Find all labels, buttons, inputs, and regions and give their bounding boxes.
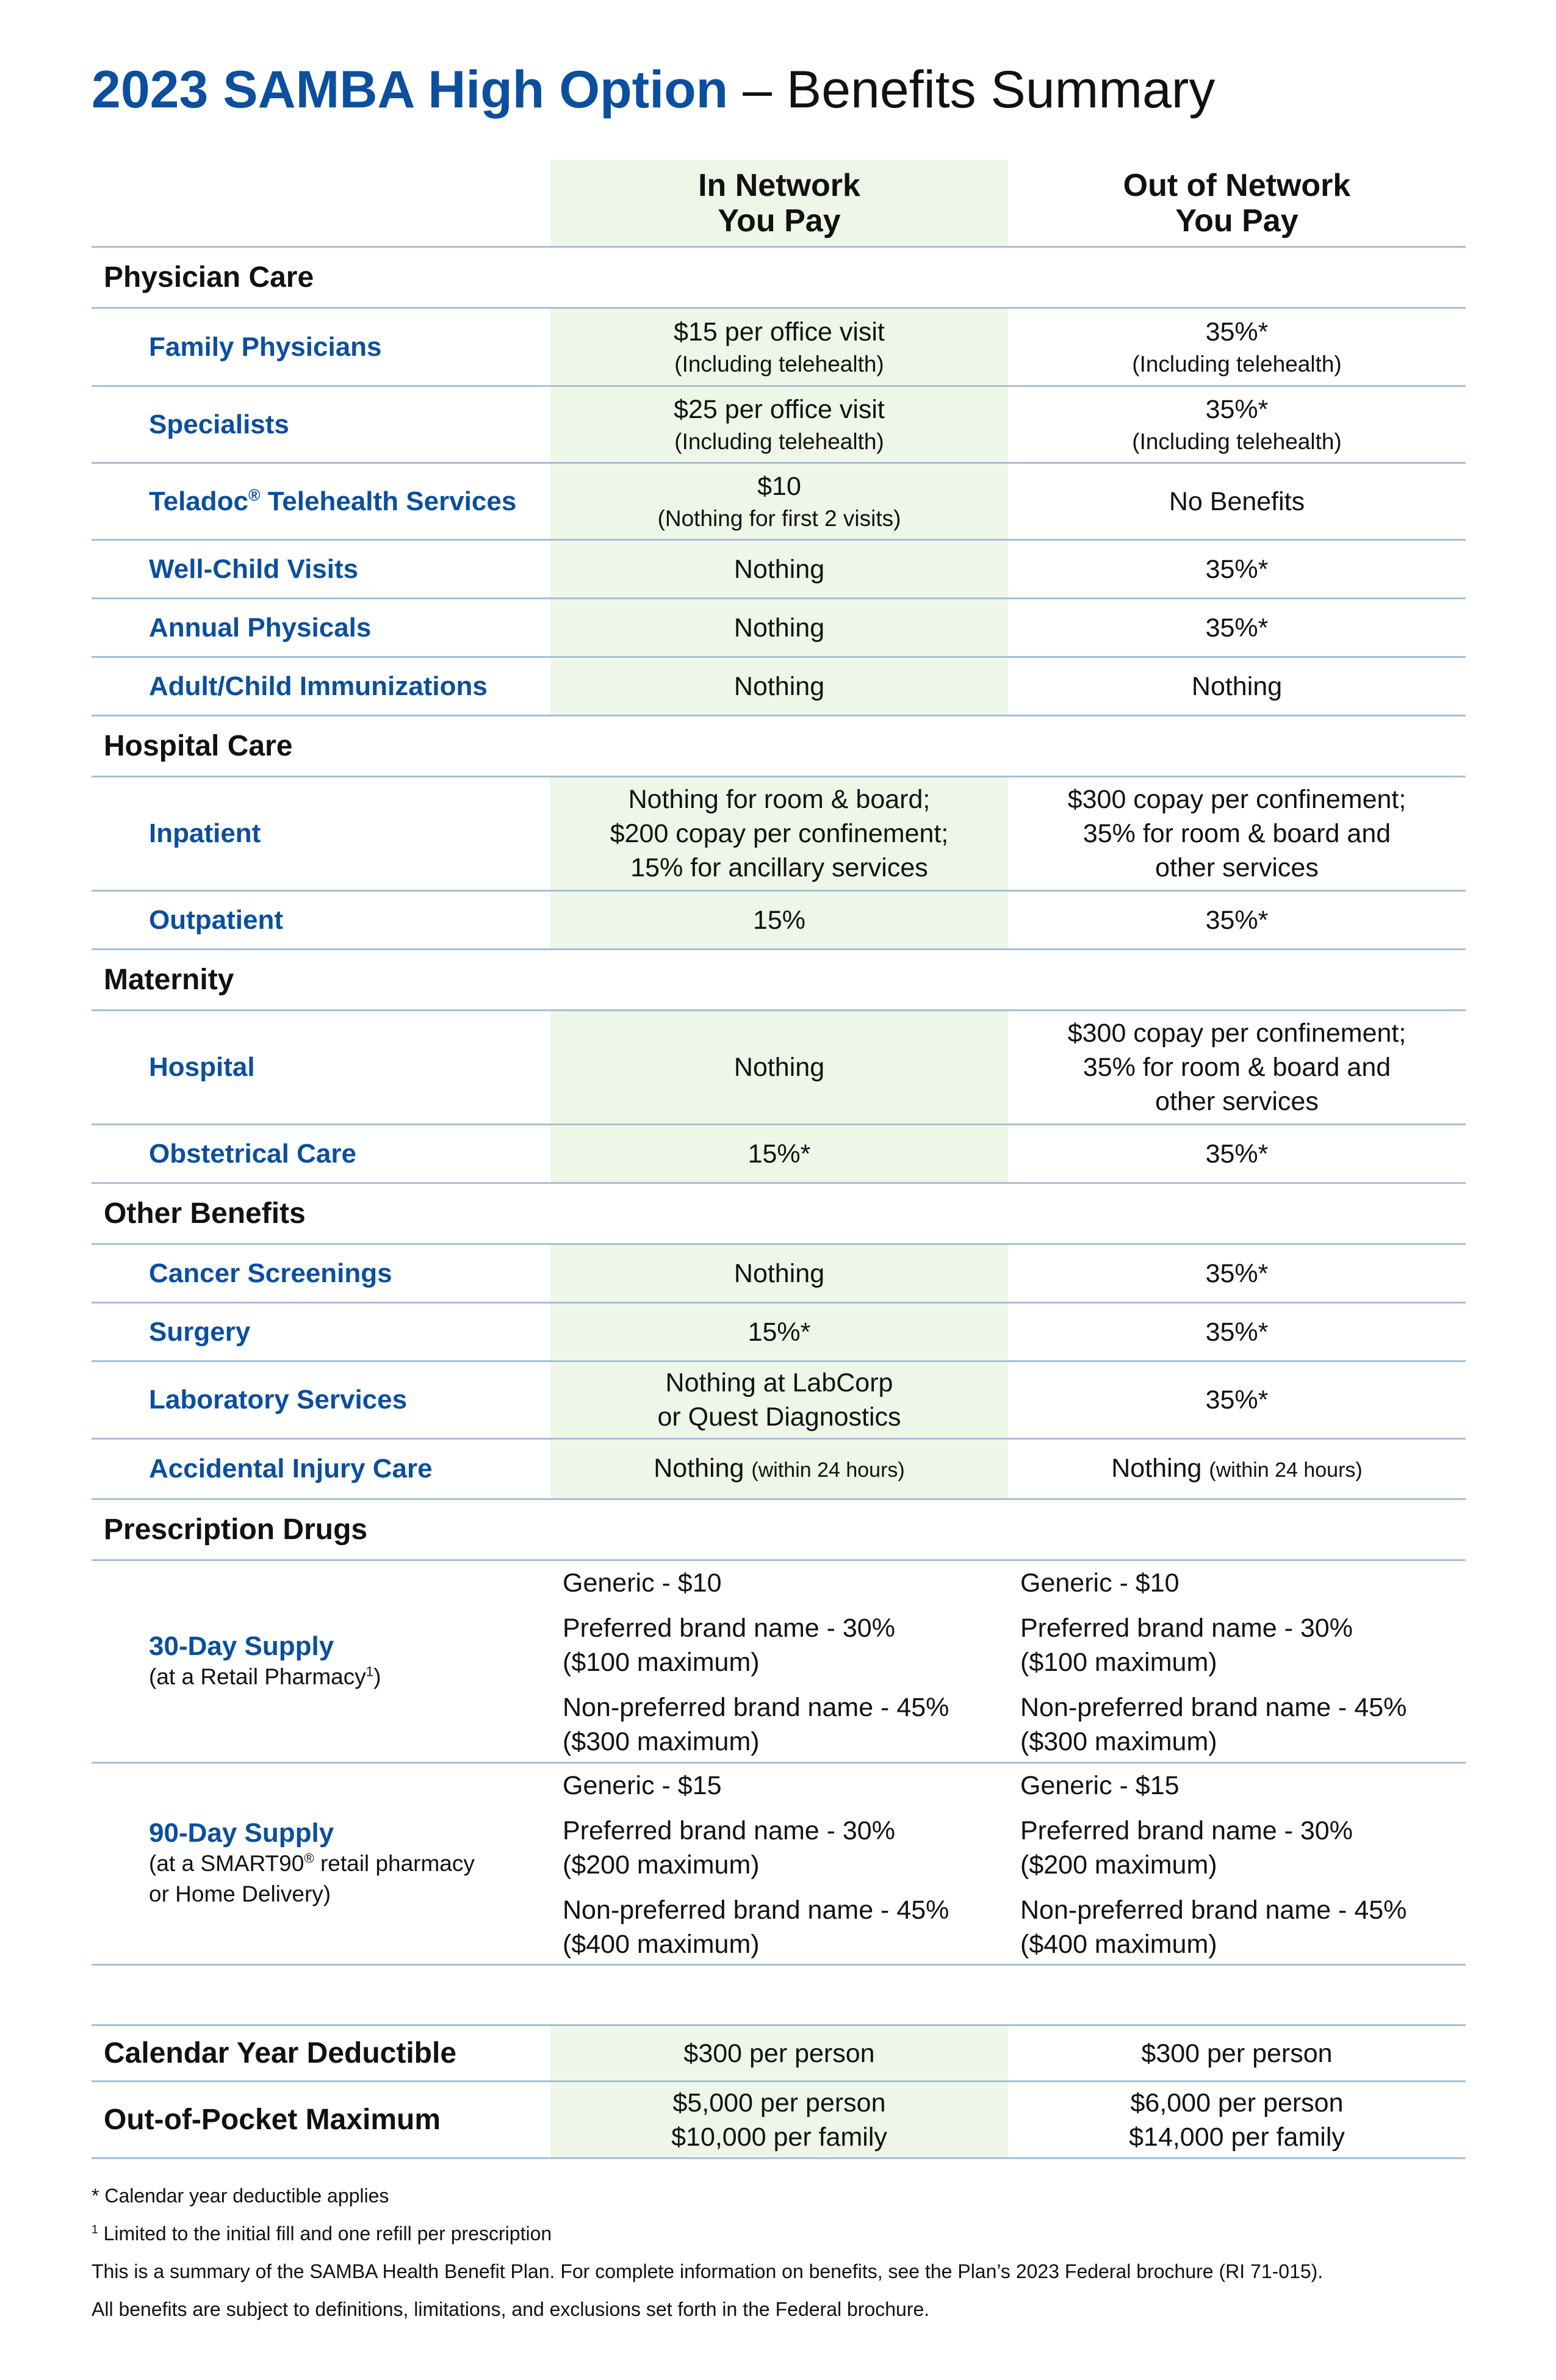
- row-label-immunizations: [149, 658, 546, 715]
- rx-nonpreferred-max: ($400 maximum): [1020, 1930, 1217, 1959]
- supply-30-sublabel: [149, 1662, 381, 1692]
- row-label-oop: [104, 2082, 543, 2157]
- row-label-family-physicians: [149, 309, 546, 385]
- row-label-inpatient: [149, 777, 546, 890]
- deductible-in-value: $300 per person: [683, 2038, 875, 2068]
- section-other-benefits-label: Other Benefits: [104, 1197, 306, 1230]
- accidental-label: Accidental Injury Care: [149, 1454, 433, 1484]
- specialists-out-value: 35%*: [1205, 394, 1269, 424]
- divider: [92, 2157, 1466, 2159]
- family-physicians-in-note: (Including telehealth): [674, 351, 884, 377]
- cell-in-specialists: [550, 387, 1008, 462]
- footnote-refill-text: Limited to the initial fill and one refill per prescription: [98, 2223, 552, 2245]
- cell-in-laboratory: [550, 1362, 1008, 1438]
- rx-nonpreferred: Non-preferred brand name - 45%: [563, 1693, 949, 1722]
- registered-mark: ®: [248, 485, 261, 504]
- header-in-network-line1: In Network: [698, 168, 860, 203]
- maternity-hospital-in-value: Nothing: [733, 1053, 825, 1082]
- maternity-hospital-out-line: $300 copay per confinement;: [1067, 1019, 1407, 1048]
- accidental-in-value: [654, 1451, 905, 1487]
- cell-out-laboratory: [1008, 1362, 1466, 1438]
- supply-90-sublabel-line2: or Home Delivery): [149, 1881, 331, 1906]
- maternity-hospital-out-line: other services: [1155, 1087, 1319, 1116]
- cell-in-90-day: [563, 1764, 1002, 1964]
- accidental-in-main: Nothing: [654, 1453, 744, 1483]
- cell-out-outpatient: [1008, 892, 1466, 948]
- section-maternity-label: Maternity: [104, 964, 234, 996]
- cancer-screenings-out-value: 35%*: [1205, 1258, 1269, 1288]
- cell-in-accidental: [550, 1440, 1008, 1498]
- oop-out-family: $14,000 per family: [1129, 2122, 1345, 2152]
- oop-in-person: $5,000 per person: [672, 2088, 886, 2118]
- cancer-screenings-in-value: Nothing: [733, 1258, 825, 1288]
- cell-in-teladoc: [550, 464, 1008, 539]
- teladoc-in-value: $10: [757, 471, 801, 501]
- inpatient-label: Inpatient: [149, 818, 261, 848]
- immunizations-out-value: Nothing: [1191, 671, 1283, 701]
- annual-physicals-label: Annual Physicals: [149, 612, 372, 643]
- oop-out-person: $6,000 per person: [1130, 2088, 1344, 2118]
- cell-out-inpatient: [1008, 777, 1466, 890]
- family-physicians-out-value: 35%*: [1205, 317, 1269, 347]
- rx-nonpreferred-max: ($400 maximum): [563, 1930, 760, 1959]
- section-maternity: [104, 950, 531, 1009]
- title-plan-name: 2023 SAMBA High Option: [92, 60, 729, 119]
- section-hospital-care-label: Hospital Care: [104, 730, 293, 762]
- oop-label: Out-of-Pocket Maximum: [104, 2104, 441, 2136]
- surgery-in-value: 15%*: [747, 1317, 811, 1347]
- cell-in-inpatient: [550, 777, 1008, 890]
- cell-out-teladoc: [1008, 464, 1466, 539]
- inpatient-out-line: $300 copay per confinement;: [1067, 785, 1407, 814]
- row-label-30-day: [149, 1561, 546, 1762]
- cell-in-well-child: [550, 541, 1008, 597]
- footnote-mark: 1: [366, 1664, 374, 1679]
- laboratory-in-line: or Quest Diagnostics: [657, 1402, 901, 1432]
- cell-in-oop: [550, 2082, 1008, 2157]
- row-label-maternity-hospital: [149, 1011, 546, 1123]
- cell-in-maternity-hospital: [550, 1011, 1008, 1123]
- footnote-mark: 1: [92, 2223, 98, 2237]
- section-hospital-care: [104, 716, 531, 776]
- supply-90-sub-end: retail pharmacy: [314, 1851, 475, 1876]
- row-label-surgery: [149, 1304, 546, 1360]
- supply-90-label: 90-Day Supply: [149, 1818, 334, 1848]
- footnote-refill: [92, 2221, 552, 2246]
- family-physicians-out-note: (Including telehealth): [1132, 351, 1342, 377]
- teladoc-out-value: No Benefits: [1169, 486, 1305, 516]
- footnote-deductible: * Calendar year deductible applies: [92, 2185, 389, 2207]
- rx-nonpreferred: Non-preferred brand name - 45%: [563, 1895, 949, 1925]
- cell-out-deductible: [1008, 2026, 1466, 2080]
- section-physician-care: [104, 248, 531, 307]
- footnote-summary: This is a summary of the SAMBA Health Benefit Plan. For complete information on benefits, see the Plan’s 2023 Federal brochure (RI 71-015).: [92, 2260, 1324, 2282]
- section-prescription-drugs-label: Prescription Drugs: [104, 1513, 368, 1546]
- specialists-in-note: (Including telehealth): [674, 428, 884, 454]
- header-in-network: [550, 160, 1008, 247]
- cell-out-maternity-hospital: [1008, 1011, 1466, 1123]
- inpatient-in-line: Nothing for room & board;: [628, 785, 931, 814]
- oop-in-family: $10,000 per family: [671, 2122, 887, 2152]
- rx-nonpreferred-max: ($300 maximum): [1020, 1727, 1217, 1756]
- cell-out-well-child: [1008, 541, 1466, 597]
- specialists-label: Specialists: [149, 409, 289, 439]
- section-physician-care-label: Physician Care: [104, 261, 314, 294]
- supply-30-sub-end: ): [373, 1664, 381, 1689]
- rx-preferred: Preferred brand name - 30%: [1020, 1816, 1353, 1845]
- annual-physicals-out-value: 35%*: [1205, 613, 1269, 643]
- rx-generic: Generic - $15: [563, 1771, 722, 1800]
- rx-preferred: Preferred brand name - 30%: [563, 1614, 895, 1643]
- rx-generic: Generic - $15: [1020, 1771, 1180, 1800]
- teladoc-in-note: (Nothing for first 2 visits): [657, 505, 901, 531]
- cell-in-family-physicians: [550, 309, 1008, 385]
- surgery-label: Surgery: [149, 1316, 251, 1347]
- row-label-deductible: [104, 2026, 543, 2080]
- section-other-benefits: [104, 1184, 531, 1243]
- obstetrical-label: Obstetrical Care: [149, 1138, 356, 1169]
- accidental-out-main: Nothing: [1111, 1453, 1202, 1483]
- row-label-teladoc: [149, 464, 546, 539]
- title-suffix: – Benefits Summary: [743, 60, 1216, 119]
- cell-in-immunizations: [550, 658, 1008, 715]
- cell-out-30-day: [1020, 1561, 1460, 1762]
- section-prescription-drugs: [104, 1500, 531, 1559]
- row-label-cancer-screenings: [149, 1245, 546, 1302]
- specialists-out-note: (Including telehealth): [1132, 428, 1342, 454]
- maternity-hospital-label: Hospital: [149, 1052, 255, 1082]
- well-child-out-value: 35%*: [1205, 554, 1269, 584]
- cell-out-90-day: [1020, 1764, 1460, 1964]
- divider: [92, 1964, 1466, 1966]
- immunizations-in-value: Nothing: [733, 671, 825, 701]
- row-label-outpatient: [149, 892, 546, 948]
- accidental-in-note: (within 24 hours): [751, 1458, 905, 1482]
- supply-90-sub-text: (at a SMART90: [149, 1851, 304, 1876]
- cell-out-surgery: [1008, 1304, 1466, 1360]
- registered-mark: ®: [304, 1850, 314, 1866]
- cancer-screenings-label: Cancer Screenings: [149, 1258, 392, 1288]
- annual-physicals-in-value: Nothing: [733, 613, 825, 643]
- row-label-annual-physicals: [149, 599, 546, 656]
- page-title: [92, 56, 1215, 123]
- row-label-obstetrical: [149, 1125, 546, 1182]
- header-out-network-line2: You Pay: [1175, 203, 1298, 239]
- cell-out-obstetrical: [1008, 1125, 1466, 1182]
- family-physicians-in-value: $15 per office visit: [674, 317, 885, 347]
- cell-in-30-day: [563, 1561, 1002, 1762]
- immunizations-label: Adult/Child Immunizations: [149, 671, 488, 701]
- family-physicians-label: Family Physicians: [149, 331, 382, 362]
- supply-30-sub-text: (at a Retail Pharmacy: [149, 1664, 366, 1689]
- cell-out-accidental: [1008, 1440, 1466, 1498]
- outpatient-label: Outpatient: [149, 904, 283, 935]
- laboratory-out-value: 35%*: [1205, 1385, 1269, 1415]
- outpatient-out-value: 35%*: [1205, 905, 1269, 935]
- cell-in-outpatient: [550, 892, 1008, 948]
- cell-in-deductible: [550, 2026, 1008, 2080]
- cell-in-cancer-screenings: [550, 1245, 1008, 1302]
- header-in-network-line2: You Pay: [718, 203, 841, 239]
- maternity-hospital-out-line: 35% for room & board and: [1082, 1053, 1391, 1082]
- row-label-laboratory: [149, 1362, 546, 1438]
- accidental-out-note: (within 24 hours): [1209, 1458, 1363, 1482]
- rx-nonpreferred: Non-preferred brand name - 45%: [1020, 1895, 1407, 1925]
- cell-out-immunizations: [1008, 658, 1466, 715]
- cell-out-oop: [1008, 2082, 1466, 2157]
- outpatient-in-value: 15%: [752, 905, 806, 935]
- laboratory-in-line: Nothing at LabCorp: [665, 1368, 893, 1397]
- rx-preferred-max: ($100 maximum): [563, 1648, 760, 1677]
- well-child-in-value: Nothing: [733, 554, 825, 584]
- obstetrical-in-value: 15%*: [747, 1139, 811, 1169]
- inpatient-in-line: 15% for ancillary services: [630, 853, 928, 882]
- row-label-90-day: [149, 1764, 546, 1964]
- cell-out-specialists: [1008, 387, 1466, 462]
- cell-out-cancer-screenings: [1008, 1245, 1466, 1302]
- teladoc-label: [149, 486, 516, 517]
- inpatient-out-line: 35% for room & board and: [1082, 819, 1391, 848]
- row-label-accidental: [149, 1440, 546, 1498]
- cell-out-family-physicians: [1008, 309, 1466, 385]
- deductible-out-value: $300 per person: [1141, 2038, 1333, 2068]
- header-out-network-line1: Out of Network: [1123, 168, 1351, 203]
- cell-in-surgery: [550, 1304, 1008, 1360]
- well-child-label: Well-Child Visits: [149, 554, 359, 584]
- rx-generic: Generic - $10: [1020, 1568, 1180, 1598]
- cell-in-annual-physicals: [550, 599, 1008, 656]
- deductible-label: Calendar Year Deductible: [104, 2037, 457, 2069]
- rx-preferred-max: ($200 maximum): [1020, 1850, 1217, 1880]
- teladoc-label-main: Teladoc: [149, 486, 249, 516]
- row-label-well-child: [149, 541, 546, 597]
- inpatient-out-line: other services: [1155, 853, 1319, 882]
- inpatient-in-line: $200 copay per confinement;: [610, 819, 949, 848]
- accidental-out-value: [1111, 1451, 1363, 1487]
- rx-generic: Generic - $10: [563, 1568, 722, 1598]
- teladoc-label-rest: Telehealth Services: [260, 486, 517, 516]
- rx-preferred-max: ($100 maximum): [1020, 1648, 1217, 1677]
- rx-nonpreferred: Non-preferred brand name - 45%: [1020, 1693, 1407, 1722]
- header-out-network: [1008, 160, 1466, 247]
- footnote-limitations: All benefits are subject to definitions, limitations, and exclusions set forth in the Federal brochure.: [92, 2298, 930, 2320]
- supply-90-sublabel-line1: [149, 1848, 475, 1879]
- surgery-out-value: 35%*: [1205, 1317, 1269, 1347]
- laboratory-label: Laboratory Services: [149, 1385, 408, 1415]
- cell-out-annual-physicals: [1008, 599, 1466, 656]
- rx-preferred-max: ($200 maximum): [563, 1850, 760, 1880]
- specialists-in-value: $25 per office visit: [674, 394, 885, 424]
- rx-preferred: Preferred brand name - 30%: [563, 1816, 895, 1845]
- row-label-specialists: [149, 387, 546, 462]
- rx-nonpreferred-max: ($300 maximum): [563, 1727, 760, 1756]
- supply-30-label: 30-Day Supply: [149, 1631, 334, 1661]
- rx-preferred: Preferred brand name - 30%: [1020, 1614, 1353, 1643]
- cell-in-obstetrical: [550, 1125, 1008, 1182]
- obstetrical-out-value: 35%*: [1205, 1139, 1269, 1169]
